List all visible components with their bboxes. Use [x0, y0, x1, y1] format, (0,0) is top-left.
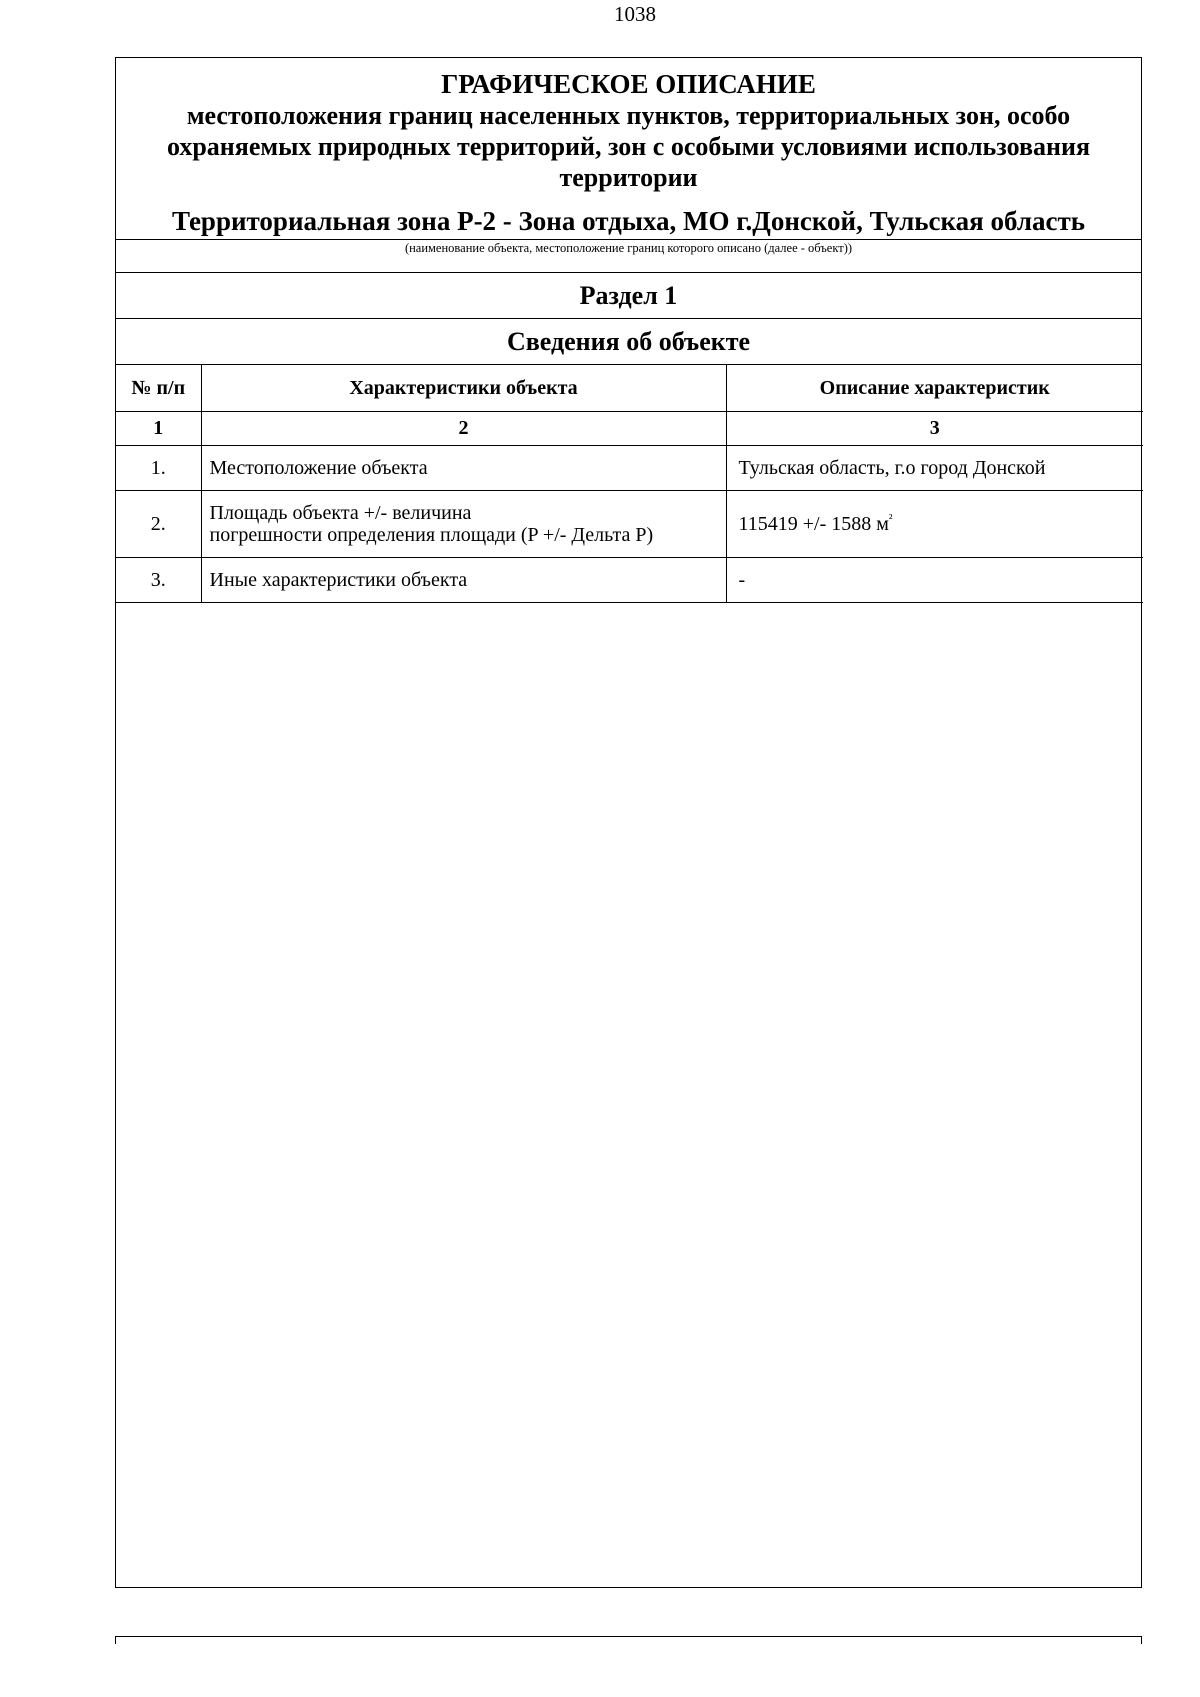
description-superscript: ²: [888, 510, 893, 525]
characteristic-text: Площадь объекта +/- величина: [209, 501, 472, 524]
page-number: 1038: [614, 2, 656, 26]
row-description: [726, 445, 1143, 490]
header-num: № п/п: [116, 365, 201, 411]
characteristic-text-line2: погрешности определения площади (P +/- Дельта P): [209, 523, 654, 546]
section-title: Сведения об объекте: [116, 319, 1141, 365]
table-index-row: [116, 411, 1143, 445]
row-num: 1.: [116, 445, 201, 490]
index-2: 2: [201, 411, 726, 445]
row-num: 2.: [116, 490, 201, 557]
index-1: 1: [116, 411, 201, 445]
row-description: [726, 557, 1143, 602]
object-name: Территориальная зона Р-2 - Зона отдыха, МО г.Донской, Тульская область: [116, 205, 1141, 240]
row-num: 3.: [116, 557, 201, 602]
row-characteristic: [201, 445, 726, 490]
row-description: [726, 490, 1143, 557]
object-caption: (наименование объекта, местоположение границ которого описано (далее - объект)): [116, 240, 1141, 273]
table-row: [116, 445, 1143, 490]
row-characteristic: [201, 557, 726, 602]
next-sheet-border: [115, 1636, 1142, 1644]
index-3: 3: [726, 411, 1143, 445]
description-text: Тульская область, г.о город Донской: [738, 456, 1046, 479]
document-title: ГРАФИЧЕСКОЕ ОПИСАНИЕ: [441, 69, 816, 99]
header-description: Описание характеристик: [726, 365, 1143, 411]
document-sheet: [115, 57, 1142, 1588]
header-characteristic: Характеристики объекта: [201, 365, 726, 411]
description-text: 115419 +/- 1588 м: [738, 512, 889, 535]
document-subtitle: местоположения границ населенных пунктов, территориальных зон, особо охраняемых природных территорий, зон с особыми условиями использования территории: [166, 101, 1091, 192]
table-row: [116, 557, 1143, 602]
row-characteristic: [201, 490, 726, 557]
section-label: Раздел 1: [116, 273, 1141, 319]
characteristic-text: Местоположение объекта: [209, 456, 428, 479]
document-header: [116, 58, 1141, 240]
table-header-row: [116, 365, 1143, 411]
object-info-table: [116, 365, 1143, 603]
description-text: -: [738, 568, 746, 591]
table-row: [116, 490, 1143, 557]
characteristic-text: Иные характеристики объекта: [209, 568, 468, 591]
